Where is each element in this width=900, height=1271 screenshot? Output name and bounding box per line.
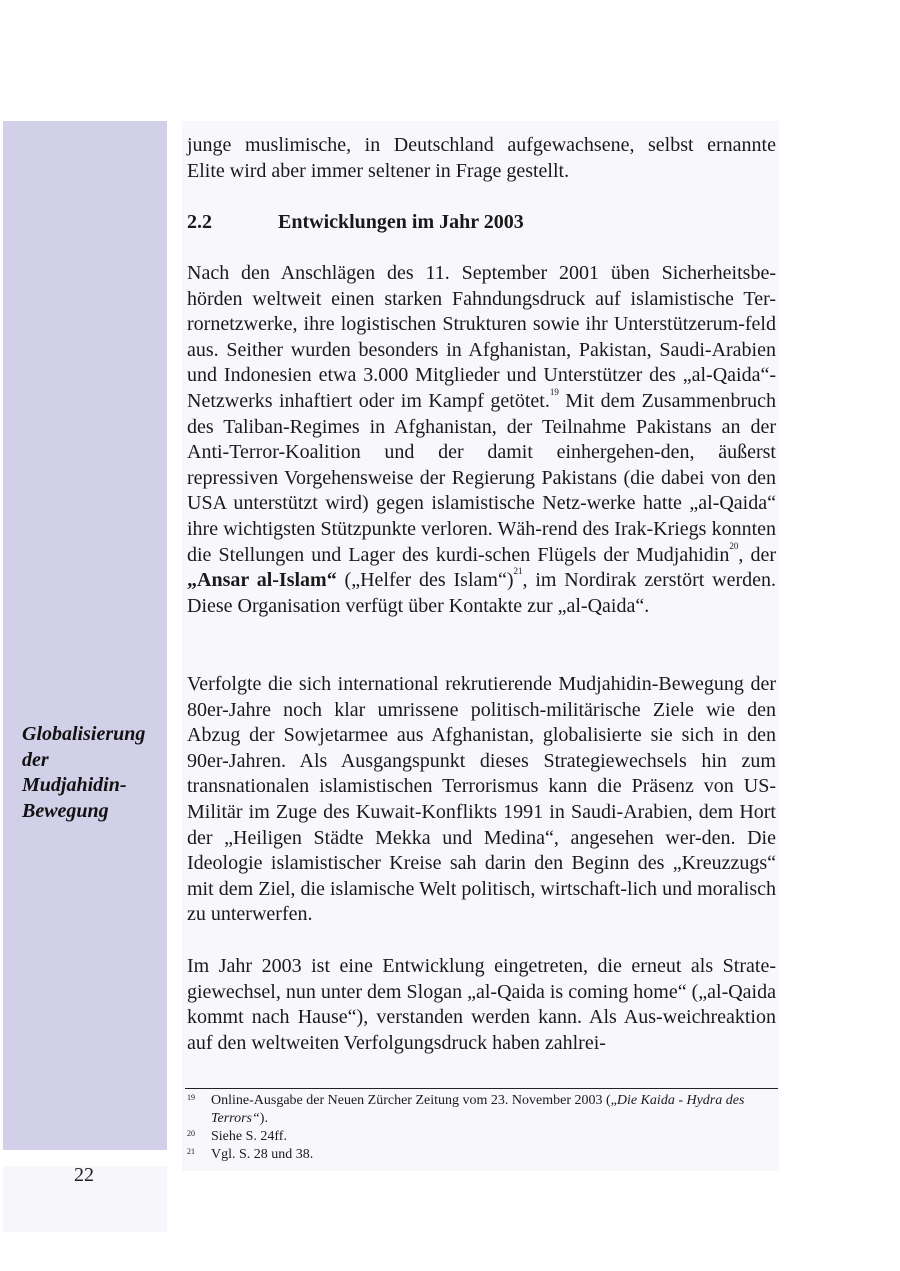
intro-paragraph [187, 133, 776, 184]
footnote-20: 20 Siehe S. 24ff. [187, 1129, 287, 1144]
margin-column [3, 121, 167, 1150]
footnote-21: 21 Vgl. S. 28 und 38. [187, 1147, 314, 1162]
section-heading [187, 208, 524, 236]
page-number: 22 [74, 1164, 94, 1186]
intro-line-2: Elite wird aber immer seltener in Frage gestellt. [187, 159, 570, 182]
section-title: Entwicklungen im Jahr 2003 [278, 211, 524, 233]
margin-note: Globalisierung der Mudjahidin- Bewegung [22, 723, 146, 822]
footnote-ref-21[interactable]: 21 [513, 566, 523, 577]
paragraph-2: Verfolgte die sich international rekrutierende Mudjahidin-Bewegung der 80er-Jahre noch klar umrissene politisch-militärische Ziele wie den Abzug der Sowjetarmee aus Afghanistan, globalisierte sie sich in den 90er-Jahren. Als Ausgangspunkt dieses Strategiewechsels hin zum transnationalen islamistischen Terrorismus kann die Präsenz von US-Militär im Zuge des Kuwait-Konflikts 1991 in Saudi-Arabien, dem Hort der „Heiligen Städte Mekka und Medina“, angesehen wer-den. Die Ideologie islamistischer Kreise sah darin den Beginn des „Kreuzzugs“ mit dem Ziel, die islamische Welt politisch, wirtschaft-lich und moralisch zu unterwerfen. [187, 673, 776, 926]
section-number: 2.2 [187, 211, 212, 233]
paragraph-3: Im Jahr 2003 ist eine Entwicklung eingetreten, die erneut als Strate-giewechsel, nun unter dem Slogan „al-Qaida is coming home“ („al-Qaida kommt nach Hause“), verstanden werden kann. Als Aus-weichreaktion auf den weltweiten Verfolgungsdruck haben zahlrei- [187, 955, 776, 1054]
footnotes [187, 1092, 778, 1164]
emphasis-ansar-al-islam: „Ansar al-Islam“ [187, 569, 337, 592]
footnote-19: 19 Online-Ausgabe der Neuen Zürcher Zeitung vom 23. November 2003 („Die Kaida - Hydra des Terrors“). [187, 1093, 745, 1126]
footnote-ref-20[interactable]: 20 [729, 540, 739, 551]
footnote-divider [185, 1088, 778, 1089]
paragraph-1: Nach den Anschlägen des 11. September 2001 üben Sicherheitsbe-hörden weltweit einen starken Fahndungsdruck auf islamistische Ter-rornetzwerke, ihre logistischen Strukturen sowie ihr Unterstützerum-feld aus. Seither wurden besonders in Afghanistan, Pakistan, Saudi-Arabien und Indonesien etwa 3.000 Mitglieder und Unterstützer des „al-Qaida“-Netzwerks inhaftiert oder im Kampf getötet.$^{19}$ Mit dem Zusammenbruch des Taliban-Regimes in Afghanistan, der Teilnahme Pakistans an der Anti-Terror-Koalition und der damit einhergehen-den, äußerst repressiven Vorgehensweise der Regierung Pakistans (die dabei von den USA unterstützt wird) gegen islamistische Netz-werke hatte „al-Qaida“ ihre wichtigsten Stützpunkte verloren. Wäh-rend des Irak-Kriegs konnten die Stellungen und Lager des kurdi-schen Flügels der Mudjahidin$^{20}$, der „Ansar al-Islam“ („Helfer des Islam“)$^{21}$, im Nordirak zerstört werden. Diese Organisation verfügt über Kontakte zur „al-Qaida“. [187, 262, 777, 617]
intro-line-1: junge muslimische, in Deutschland aufgewachsene, selbst ernannte [187, 134, 776, 156]
footnote-ref-19[interactable]: 19 [549, 386, 559, 397]
